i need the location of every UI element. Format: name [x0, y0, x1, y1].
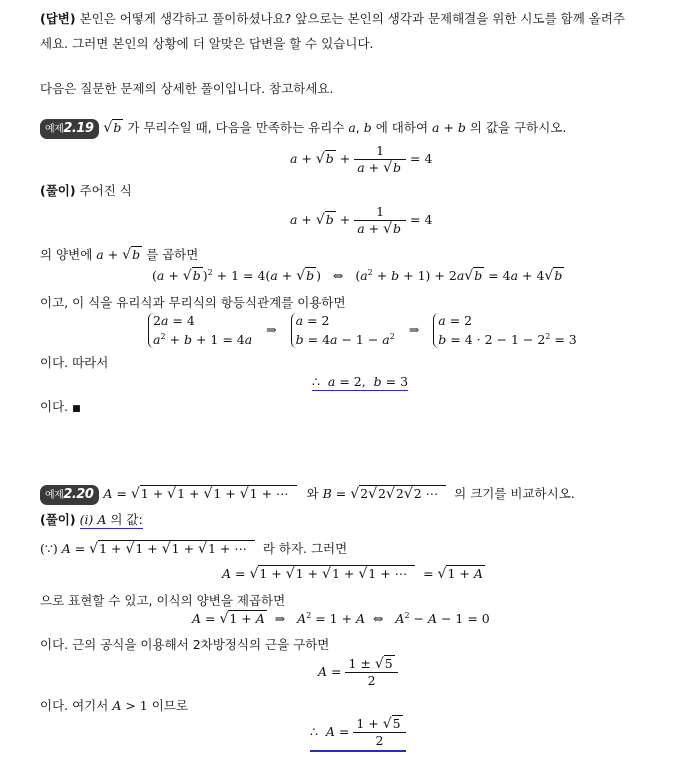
end-text: 이다.	[40, 399, 69, 414]
therefore-line: 이다. 따라서	[40, 355, 109, 370]
intro-line-2: 세요. 그러면 본인의 상황에 더 알맞은 답변을 할 수 있습니다.	[40, 36, 374, 51]
qed-mark: ■	[72, 404, 81, 414]
equation-given-1: a + √b + $\frac{1}{a + √b}$ = 4	[290, 143, 433, 176]
let-line: (∵) A = √1 + √1 + √1 + √1 + ⋯ 라 하자. 그러면	[40, 541, 348, 557]
solution-label: (풀이)	[40, 512, 76, 527]
badge-number: 2.20	[63, 487, 94, 502]
multiply-line: 의 양변에 a + √b 를 곱하면	[40, 247, 199, 263]
solution-line-given	[40, 181, 132, 199]
condition-line: 이다. 여기서 A > 1 이므로	[40, 698, 188, 713]
question-text-b: 에 대하여	[375, 120, 429, 135]
intro-text-1: 본인은 어떻게 생각하고 풀이하셨나요? 앞으로는 본인의 생각과 문제해결을 위한 시도를 함께 올려주	[79, 11, 625, 26]
because-mark: (∵)	[40, 541, 58, 556]
sqrt-b-term: √b	[103, 120, 122, 136]
intro-line-1	[40, 9, 625, 27]
and-text: 와	[306, 486, 319, 501]
relation-line: 이고, 이 식을 유리식과 무리식의 항등식관계를 이용하면	[40, 295, 346, 310]
end-line	[40, 397, 81, 415]
equation-a-recursive: A = √1 + √1 + √1 + √1 + ⋯ = √1 + A	[222, 566, 483, 582]
square-line: 으로 표현할 수 있고, 이식의 양변을 제곱하면	[40, 593, 286, 608]
intro-line-3: 다음은 질문한 문제의 상세한 풀이입니다. 참고하세요.	[40, 81, 334, 96]
badge-number: 2.19	[63, 121, 94, 136]
subpart-text: 의 값:	[110, 512, 143, 527]
given-text: 주어진 식	[79, 183, 132, 198]
question-text-c: 의 값을 구하시오.	[469, 120, 567, 135]
solution-2-20-start: (풀이) (i) A 의 값:	[40, 512, 143, 527]
let-text: 라 하자. 그러면	[262, 541, 348, 556]
badge-word: 예제	[45, 124, 64, 135]
answer-label: (답변)	[40, 11, 76, 26]
example-2-19-question: 예제2.19 √b 가 무리수일 때, 다음을 만족하는 유리수 a, b 에 대하여 a + b 의 값을 구하시오.	[40, 118, 566, 139]
subpart-label: (i)	[79, 512, 94, 527]
here-text: 이다. 여기서	[40, 698, 109, 713]
equation-given-2: a + √b + $\frac{1}{a + √b}$ = 4	[290, 204, 433, 237]
equation-roots: A = $\frac{1 \pm √5}{2}$	[318, 656, 398, 689]
equation-expanded: (a + √b )$^2$ + 1 = 4(a + √b ) ⇔ $(a^2 + b + 1) + 2a√b = 4a + 4√b$	[152, 268, 563, 285]
multiply-text-b: 를 곱하면	[146, 247, 199, 262]
badge-word: 예제	[45, 490, 64, 501]
system-equations: 2a = 4 $a^2 + b + 1 = 4a$ ⇒ a = 2 $b = 4a - 1 - a^2$ ⇒ a = 2 $b = 4 \cdot 2 - 1 - 2^2 = 3$	[148, 313, 577, 348]
example-badge	[40, 119, 99, 139]
answer-2-19: ∴ a = 2, b = 3	[312, 374, 409, 389]
solution-label: (풀이)	[40, 183, 76, 198]
quadratic-line: 이다. 근의 공식을 이용해서 2차방정식의 근을 구하면	[40, 637, 330, 652]
equation-squared: A = √1 + A ⇒ $A^2 = 1 + A$ ⇔ $A^2 - A - 1 = 0$	[192, 611, 490, 628]
multiply-text-a: 의 양변에	[40, 247, 93, 262]
example-badge	[40, 485, 99, 505]
compare-text: 의 크기를 비교하시오.	[454, 486, 575, 501]
example-2-20-question: 예제2.20 A = √1 + √1 + √1 + √1 + ⋯ 와 B = √2√2√2√2 ⋯ 의 크기를 비교하시오.	[40, 484, 575, 505]
question-text-a: 가 무리수일 때, 다음을 만족하는 유리수	[127, 120, 345, 135]
since-text: 이므로	[151, 698, 188, 713]
answer-2-20: ∴ A = $\frac{1 + √5}{2}$	[310, 716, 406, 752]
